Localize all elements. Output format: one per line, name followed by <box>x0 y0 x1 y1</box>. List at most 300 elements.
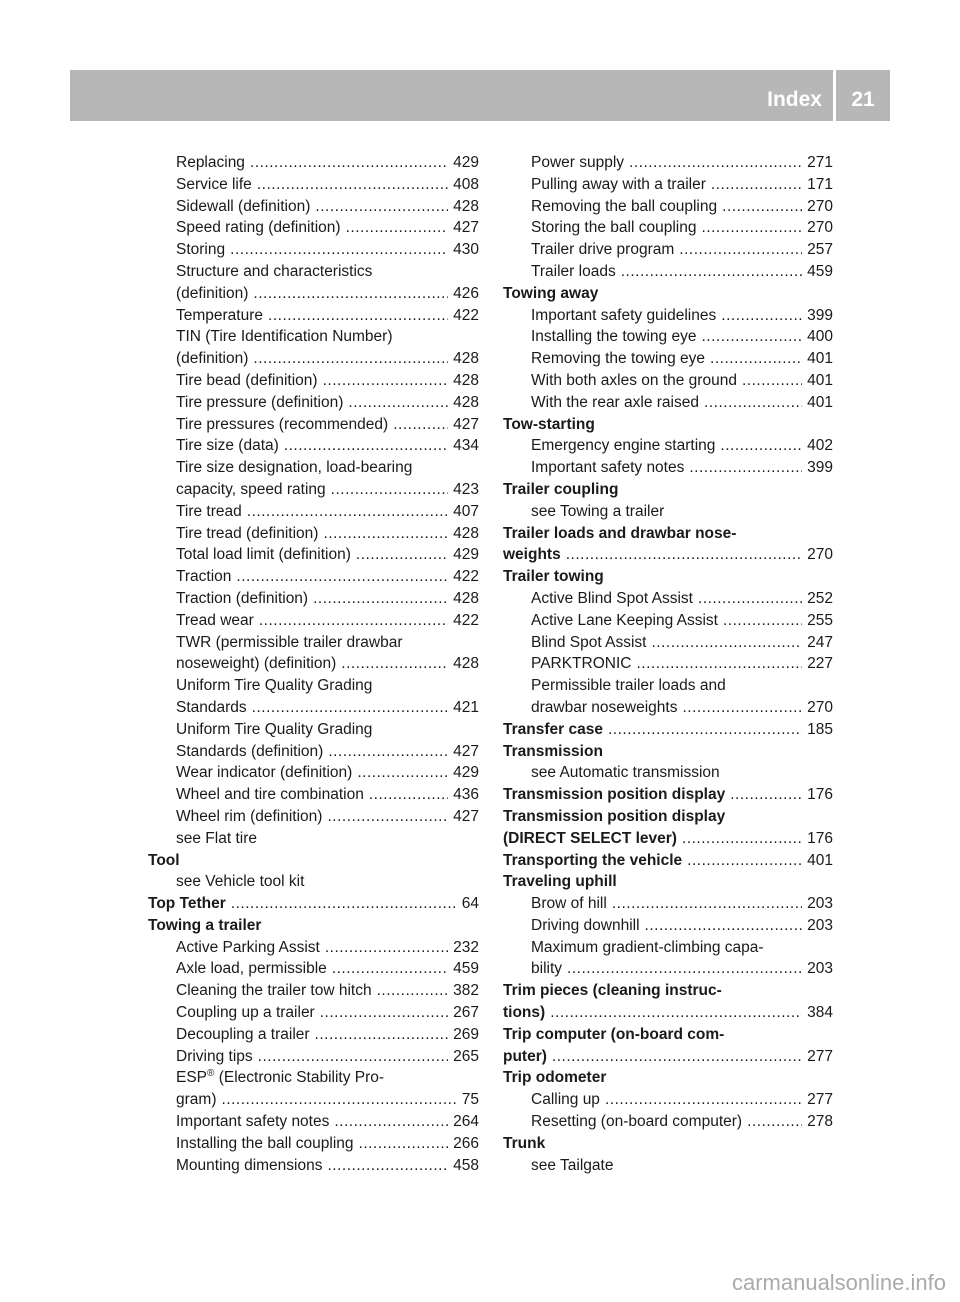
entry-label: Wear indicator (definition) <box>176 764 353 782</box>
dot-leader <box>608 719 802 741</box>
page-reference: 408 <box>453 175 479 193</box>
index-entry <box>503 392 833 414</box>
page-reference: 422 <box>453 611 479 629</box>
index-heading <box>503 1067 833 1089</box>
dot-leader <box>221 1089 456 1111</box>
entry-label: Active Lane Keeping Assist <box>531 611 718 629</box>
entry-label: Important safety notes <box>531 459 685 477</box>
dot-leader <box>334 1111 448 1133</box>
index-entry <box>503 653 833 675</box>
page-reference: 203 <box>807 960 833 978</box>
index-entry <box>148 937 479 959</box>
dot-leader <box>231 893 457 915</box>
dot-leader <box>621 261 802 283</box>
index-entry <box>148 348 479 370</box>
index-heading <box>503 741 833 763</box>
page-reference: 278 <box>807 1113 833 1131</box>
dot-leader <box>679 239 802 261</box>
dot-leader <box>284 435 448 457</box>
index-heading <box>148 850 479 872</box>
dot-leader <box>682 828 802 850</box>
entry-label: Standards <box>176 698 247 716</box>
dot-leader <box>687 850 802 872</box>
index-entry <box>148 523 479 545</box>
index-heading <box>503 719 833 741</box>
dot-leader <box>629 152 802 174</box>
index-entry <box>148 1024 479 1046</box>
watermark: carmanualsonline.info <box>731 1270 946 1295</box>
index-entry <box>148 414 479 436</box>
index-entry <box>148 588 479 610</box>
entry-label: Trunk <box>503 1134 546 1152</box>
dot-leader <box>636 653 802 675</box>
entry-label: Trailer coupling <box>503 480 619 498</box>
entry-label: Transmission position display <box>503 786 726 804</box>
index-entry <box>503 675 833 697</box>
entry-label: Pulling away with a trailer <box>531 175 706 193</box>
index-entry <box>148 1089 479 1111</box>
page-reference: 427 <box>453 219 479 237</box>
index-heading <box>503 871 833 893</box>
entry-label: Tire bead (definition) <box>176 371 318 389</box>
page-reference: 423 <box>453 480 479 498</box>
dot-leader <box>357 762 448 784</box>
page-reference: 429 <box>453 546 479 564</box>
entry-label: TIN (Tire Identification Number) <box>176 328 393 346</box>
dot-leader <box>701 217 802 239</box>
index-column-right <box>503 152 833 1176</box>
entry-label: Trip computer (on-board com- <box>503 1025 725 1043</box>
page-reference: 171 <box>807 175 833 193</box>
page-reference: 426 <box>453 284 479 302</box>
index-entry <box>148 305 479 327</box>
page-reference: 401 <box>807 371 833 389</box>
page-reference: 428 <box>453 393 479 411</box>
index-entry <box>148 1111 479 1133</box>
page-reference: 247 <box>807 633 833 651</box>
entry-label: PARKTRONIC <box>531 655 632 673</box>
index-entry <box>148 1133 479 1155</box>
entry-label: Transmission <box>503 742 603 760</box>
dot-leader <box>720 435 802 457</box>
entry-label: Storing <box>176 241 226 259</box>
entry-label: Axle load, permissible <box>176 960 327 978</box>
page-reference: 382 <box>453 982 479 1000</box>
page-reference: 227 <box>807 655 833 673</box>
index-entry <box>148 261 479 283</box>
entry-label: Top Tether <box>148 895 226 913</box>
index-entry <box>148 1002 479 1024</box>
dot-leader <box>315 1024 449 1046</box>
index-entry <box>503 261 833 283</box>
page-reference: 428 <box>453 197 479 215</box>
page-reference: 401 <box>807 393 833 411</box>
index-entry <box>148 392 479 414</box>
entry-label: Traction <box>176 568 232 586</box>
page-reference: 400 <box>807 328 833 346</box>
index-entry <box>148 1067 479 1089</box>
dot-leader <box>689 457 802 479</box>
entry-label: Trailer drive program <box>531 241 675 259</box>
entry-label: Active Blind Spot Assist <box>531 589 693 607</box>
page-reference: 270 <box>807 197 833 215</box>
entry-label: Cleaning the trailer tow hitch <box>176 982 372 1000</box>
index-entry <box>503 1089 833 1111</box>
index-heading <box>503 414 833 436</box>
page-reference: 402 <box>807 437 833 455</box>
index-entry <box>503 305 833 327</box>
entry-label: Total load limit (definition) <box>176 546 351 564</box>
entry-label: ESP® (Electronic Stability Pro- <box>176 1068 385 1087</box>
index-entry <box>148 741 479 763</box>
page-reference: 185 <box>807 720 833 738</box>
index-heading <box>503 980 833 1002</box>
page-reference: 436 <box>453 786 479 804</box>
dot-leader <box>567 958 802 980</box>
dot-leader <box>247 501 448 523</box>
entry-label: TWR (permissible trailer drawbar <box>176 633 403 651</box>
dot-leader <box>704 392 802 414</box>
entry-label: Coupling up a trailer <box>176 1004 315 1022</box>
entry-label: see Towing a trailer <box>531 502 665 520</box>
index-entry <box>148 1046 479 1068</box>
index-entry <box>148 719 479 741</box>
dot-leader <box>711 174 802 196</box>
entry-label: Speed rating (definition) <box>176 219 341 237</box>
dot-leader <box>550 1002 802 1024</box>
dot-leader <box>742 370 802 392</box>
entry-label: Replacing <box>176 154 245 171</box>
page-reference: 427 <box>453 742 479 760</box>
index-entry <box>148 566 479 588</box>
index-entry <box>503 348 833 370</box>
dot-leader <box>253 283 448 305</box>
dot-leader <box>328 741 448 763</box>
dot-leader <box>701 326 802 348</box>
index-entry <box>148 435 479 457</box>
entry-label: (DIRECT SELECT lever) <box>503 829 677 847</box>
page-reference: 265 <box>453 1047 479 1065</box>
index-entry <box>503 239 833 261</box>
page-number: 21 <box>851 88 875 111</box>
entry-label: With the rear axle raised <box>531 393 699 411</box>
entry-label: Power supply <box>531 154 625 171</box>
page-reference: 267 <box>453 1004 479 1022</box>
page-reference: 269 <box>453 1025 479 1043</box>
entry-label: (definition) <box>176 284 249 302</box>
index-entry <box>148 152 479 174</box>
entry-label: Brow of hill <box>531 895 607 913</box>
index-entry <box>148 980 479 1002</box>
index-entry <box>148 174 479 196</box>
page-reference: 429 <box>453 764 479 782</box>
dot-leader <box>710 348 802 370</box>
dot-leader <box>320 1002 448 1024</box>
dot-leader <box>313 588 448 610</box>
page-reference: 427 <box>453 415 479 433</box>
entry-label: Maximum gradient-climbing capa- <box>531 938 764 956</box>
page-reference: 277 <box>807 1047 833 1065</box>
index-entry <box>503 958 833 980</box>
page-reference: 75 <box>461 1091 479 1109</box>
page-reference: 399 <box>807 459 833 477</box>
index-entry <box>503 588 833 610</box>
dot-leader <box>252 697 448 719</box>
index-entry <box>503 174 833 196</box>
dot-leader <box>356 544 448 566</box>
entry-label: Emergency engine starting <box>531 437 716 455</box>
index-column-left <box>148 152 479 1176</box>
index-entry <box>148 871 479 893</box>
page-reference: 407 <box>453 502 479 520</box>
entry-label: Removing the ball coupling <box>531 197 718 215</box>
page-reference: 458 <box>453 1156 479 1174</box>
entry-label: see Flat tire <box>176 829 257 847</box>
page-reference: 64 <box>461 895 479 913</box>
index-heading <box>503 1002 833 1024</box>
index-entry <box>148 784 479 806</box>
dot-leader <box>331 479 448 501</box>
entry-label: Uniform Tire Quality Grading <box>176 677 373 695</box>
page-reference: 270 <box>807 219 833 237</box>
entry-label: Blind Spot Assist <box>531 633 647 651</box>
entry-label: Wheel and tire combination <box>176 786 364 804</box>
dot-leader <box>346 217 449 239</box>
dot-leader <box>268 305 448 327</box>
entry-label: Tire size (data) <box>176 437 279 455</box>
page-reference: 257 <box>807 241 833 259</box>
index-entry <box>503 632 833 654</box>
index-entry <box>148 806 479 828</box>
dot-leader <box>259 610 448 632</box>
index-entry <box>148 457 479 479</box>
index-heading <box>148 915 479 937</box>
page-reference: 422 <box>453 568 479 586</box>
index-heading <box>503 544 833 566</box>
dot-leader <box>341 653 448 675</box>
index-heading <box>148 893 479 915</box>
entry-label: Uniform Tire Quality Grading <box>176 720 373 738</box>
entry-label: Structure and characteristics <box>176 262 373 280</box>
entry-label: Trip odometer <box>503 1069 607 1087</box>
entry-label: Important safety guidelines <box>531 306 717 324</box>
page-reference: 271 <box>807 154 833 171</box>
index-heading <box>503 283 833 305</box>
entry-label: see Tailgate <box>531 1156 614 1174</box>
index-entry <box>503 326 833 348</box>
index-entry <box>148 610 479 632</box>
index-entry <box>503 196 833 218</box>
entry-label: weights <box>503 546 561 564</box>
index-heading <box>503 566 833 588</box>
dot-leader <box>323 370 449 392</box>
entry-label: Active Parking Assist <box>176 938 320 956</box>
dot-leader <box>612 893 802 915</box>
entry-label: Tow-starting <box>503 415 595 433</box>
page-reference: 176 <box>807 829 833 847</box>
entry-label: Trailer towing <box>503 568 604 586</box>
page-reference: 459 <box>807 262 833 280</box>
page-reference: 428 <box>453 524 479 542</box>
index-entry <box>503 893 833 915</box>
index-entry <box>503 217 833 239</box>
entry-label: Driving tips <box>176 1047 253 1065</box>
index-entry <box>148 283 479 305</box>
dot-leader <box>327 1155 448 1177</box>
entry-label: Tread wear <box>176 611 254 629</box>
dot-leader <box>651 632 802 654</box>
page-reference: 428 <box>453 655 479 673</box>
dot-leader <box>723 610 802 632</box>
entry-label: Towing away <box>503 284 599 302</box>
page-reference: 421 <box>453 698 479 716</box>
page-reference: 434 <box>453 437 479 455</box>
entry-label: Transfer case <box>503 720 603 738</box>
page-reference: 427 <box>453 807 479 825</box>
entry-label: Resetting (on-board computer) <box>531 1113 743 1131</box>
entry-label: Tire tread <box>176 502 242 520</box>
index-entry <box>148 653 479 675</box>
section-title: Index <box>767 88 822 111</box>
entry-label: (definition) <box>176 350 249 368</box>
dot-leader <box>323 523 448 545</box>
entry-label: tions) <box>503 1004 546 1022</box>
page-reference: 270 <box>807 546 833 564</box>
entry-label: Standards (definition) <box>176 742 324 760</box>
dot-leader <box>377 980 449 1002</box>
entry-label: Driving downhill <box>531 916 640 934</box>
index-entry <box>148 479 479 501</box>
index-entry <box>503 697 833 719</box>
dot-leader <box>605 1089 802 1111</box>
entry-label: Tire pressures (recommended) <box>176 415 389 433</box>
dot-leader <box>327 806 448 828</box>
entry-label: Tire size designation, load-bearing <box>176 459 413 477</box>
page-reference: 401 <box>807 350 833 368</box>
dot-leader <box>250 152 448 174</box>
index-entry <box>148 370 479 392</box>
page-reference: 459 <box>453 960 479 978</box>
dot-leader <box>253 348 448 370</box>
entry-label: Traction (definition) <box>176 589 309 607</box>
index-entry <box>148 196 479 218</box>
page-reference: 264 <box>453 1113 479 1131</box>
dot-leader <box>348 392 448 414</box>
entry-label: Storing the ball coupling <box>531 219 697 237</box>
dot-leader <box>698 588 802 610</box>
page-reference: 399 <box>807 306 833 324</box>
entry-label: Trailer loads and drawbar nose- <box>503 524 737 542</box>
entry-label: see Vehicle tool kit <box>176 873 305 891</box>
entry-label: Installing the towing eye <box>531 328 697 346</box>
entry-label: gram) <box>176 1091 217 1109</box>
page-reference: 270 <box>807 698 833 716</box>
dot-leader <box>566 544 802 566</box>
index-entry <box>148 544 479 566</box>
page-reference: 277 <box>807 1091 833 1109</box>
index-entry <box>503 435 833 457</box>
index-heading <box>503 806 833 828</box>
entry-label: Calling up <box>531 1091 600 1109</box>
index-entry <box>148 762 479 784</box>
dot-leader <box>230 239 448 261</box>
entry-label: noseweight) (definition) <box>176 655 337 673</box>
index-heading <box>503 1133 833 1155</box>
page-reference: 203 <box>807 895 833 913</box>
entry-label: Sidewall (definition) <box>176 197 311 215</box>
page-reference: 266 <box>453 1134 479 1152</box>
entry-label: Traveling uphill <box>503 873 617 891</box>
entry-label: Mounting dimensions <box>176 1156 323 1174</box>
index-entry <box>148 697 479 719</box>
index-entry <box>148 632 479 654</box>
dot-leader <box>236 566 448 588</box>
dot-leader <box>257 174 448 196</box>
page-reference: 252 <box>807 589 833 607</box>
entry-label: Tire pressure (definition) <box>176 393 344 411</box>
index-entry <box>503 762 833 784</box>
entry-label: bility <box>531 960 563 978</box>
index-entry <box>148 217 479 239</box>
dot-leader <box>315 196 448 218</box>
index-entry <box>503 152 833 174</box>
page-reference: 203 <box>807 916 833 934</box>
index-entry <box>148 501 479 523</box>
dot-leader <box>682 697 802 719</box>
page-reference: 176 <box>807 786 833 804</box>
entry-label: With both axles on the ground <box>531 371 737 389</box>
index-entry <box>503 610 833 632</box>
entry-label: Wheel rim (definition) <box>176 807 323 825</box>
page-reference: 428 <box>453 371 479 389</box>
index-entry <box>503 370 833 392</box>
page-reference: 428 <box>453 350 479 368</box>
entry-label: Transmission position display <box>503 807 726 825</box>
index-heading <box>503 784 833 806</box>
dot-leader <box>722 196 802 218</box>
page-reference: 232 <box>453 938 479 956</box>
entry-label: Permissible trailer loads and <box>531 677 726 695</box>
page-reference: 429 <box>453 154 479 171</box>
dot-leader <box>552 1046 802 1068</box>
page-reference: 401 <box>807 851 833 869</box>
index-heading <box>503 523 833 545</box>
index-entry <box>503 937 833 959</box>
index-entry <box>503 501 833 523</box>
entry-label: Service life <box>176 175 252 193</box>
page-reference: 430 <box>453 241 479 259</box>
index-entry <box>148 828 479 850</box>
index-entry <box>503 457 833 479</box>
index-entry <box>503 915 833 937</box>
entry-label: Removing the towing eye <box>531 350 706 368</box>
entry-label: Trim pieces (cleaning instruc- <box>503 982 722 1000</box>
dot-leader <box>645 915 803 937</box>
index-entry <box>148 326 479 348</box>
index-heading <box>503 1024 833 1046</box>
entry-label: Towing a trailer <box>148 916 262 934</box>
index-entry <box>503 1111 833 1133</box>
dot-leader <box>747 1111 802 1133</box>
dot-leader <box>332 958 448 980</box>
index-heading <box>503 479 833 501</box>
dot-leader <box>325 937 448 959</box>
entry-label: Decoupling a trailer <box>176 1025 310 1043</box>
index-entry <box>148 1155 479 1177</box>
entry-label: Important safety notes <box>176 1113 330 1131</box>
page-reference: 428 <box>453 589 479 607</box>
entry-label: Installing the ball coupling <box>176 1134 354 1152</box>
